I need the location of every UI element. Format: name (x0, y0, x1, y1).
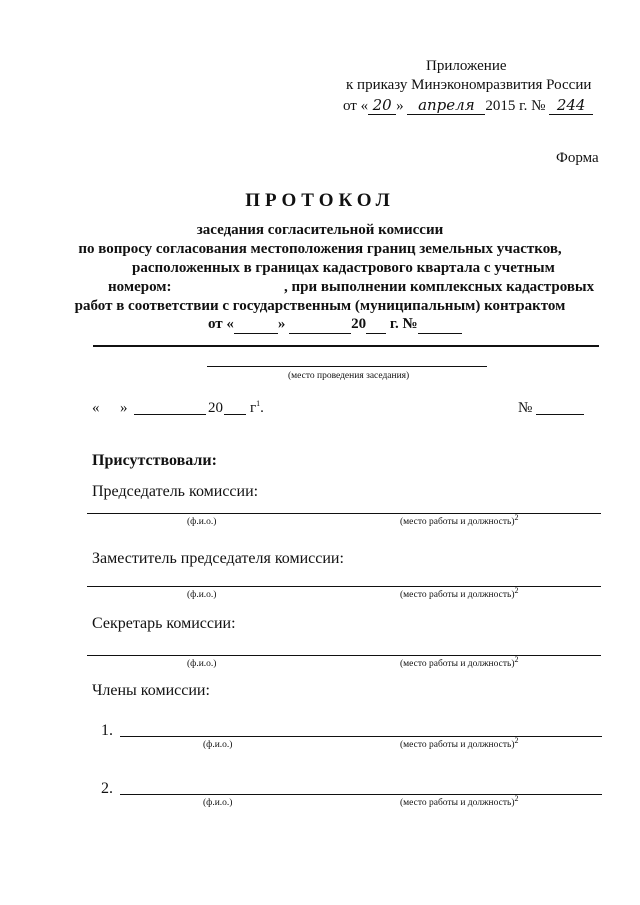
date-year-prefix: 20 (208, 400, 223, 416)
form-label: Форма (556, 150, 599, 166)
handwritten-month: апреля (407, 96, 485, 115)
contract-year-prefix: 20 (351, 316, 367, 332)
appendix-label: Приложение (426, 58, 507, 74)
subtitle-line1: заседания согласительной комиссии (196, 222, 444, 238)
member1-line[interactable] (120, 736, 602, 737)
footnote-1: 1 (256, 399, 261, 408)
year-suffix: г (250, 400, 257, 416)
date-month-blank[interactable] (134, 414, 206, 415)
number-blank[interactable] (536, 414, 584, 415)
separator-line (93, 345, 599, 347)
contract-number-blank (418, 316, 462, 334)
date-year-blank[interactable] (224, 414, 246, 415)
subtitle-line4b: , при выполнении комплексных кадастровых (284, 279, 595, 295)
place-line[interactable] (207, 366, 487, 367)
member2-number: 2. (101, 780, 113, 797)
deputy-line[interactable] (87, 586, 601, 587)
contract-number-label: г. № (389, 316, 418, 332)
chairman-fio-caption: (ф.и.о.) (187, 517, 217, 527)
member1-number: 1. (101, 722, 113, 739)
member2-fio-caption: (ф.и.о.) (203, 798, 233, 808)
subtitle-line5: работ в соответствии с государственным (муниципальным) контрактом (74, 298, 566, 314)
secretary-label: Секретарь комиссии: (92, 615, 236, 632)
contract-month-blank (289, 316, 351, 334)
handwritten-day: 20 (368, 96, 396, 115)
place-caption: (место проведения заседания) (288, 371, 410, 381)
chairman-work-caption: (место работы и должность)$^2$ (400, 512, 519, 527)
subtitle-line2: по вопросу согласования местоположения границ земельных участков, (78, 241, 562, 257)
order-reference: к приказу Минэкономразвития России (346, 77, 592, 93)
date-year-suffix (250, 400, 264, 417)
subtitle-line3: расположенных в границах кадастрового квартала с учетным (132, 260, 555, 276)
contract-year-blank (366, 316, 386, 334)
deputy-label: Заместитель председателя комиссии: (92, 550, 344, 567)
secretary-work-caption: (место работы и должность)$^2$ (400, 654, 519, 669)
date-open-quote: « (92, 400, 100, 416)
member1-work-caption: (место работы и должность)$^2$ (400, 735, 519, 750)
chairman-line[interactable] (87, 513, 601, 514)
deputy-work-caption: (место работы и должность)$^2$ (400, 585, 519, 600)
member1-fio-caption: (ф.и.о.) (203, 740, 233, 750)
contract-day-blank (234, 316, 278, 334)
secretary-line[interactable] (87, 655, 601, 656)
date-dot: . (260, 400, 264, 416)
subtitle-line6 (208, 316, 462, 334)
chairman-label: Председатель комиссии: (92, 483, 259, 500)
member2-line[interactable] (120, 794, 602, 795)
attended-heading: Присутствовали: (92, 452, 217, 469)
date-prefix: от « (343, 98, 369, 114)
order-year: 2015 г. № (485, 98, 546, 114)
members-label: Члены комиссии: (92, 682, 210, 699)
date-close-quote: » (120, 400, 128, 416)
number-sign: № (518, 400, 533, 416)
contract-date-open: от « (208, 316, 234, 332)
date-mid: » (396, 98, 404, 114)
order-date (343, 96, 593, 115)
document-title: ПРОТОКОЛ (245, 190, 395, 211)
secretary-fio-caption: (ф.и.о.) (187, 659, 217, 669)
deputy-fio-caption: (ф.и.о.) (187, 590, 217, 600)
contract-date-close: » (277, 316, 286, 332)
subtitle-line4a: номером: (108, 279, 172, 295)
handwritten-number: 244 (549, 96, 593, 115)
member2-work-caption: (место работы и должность)$^2$ (400, 793, 519, 808)
